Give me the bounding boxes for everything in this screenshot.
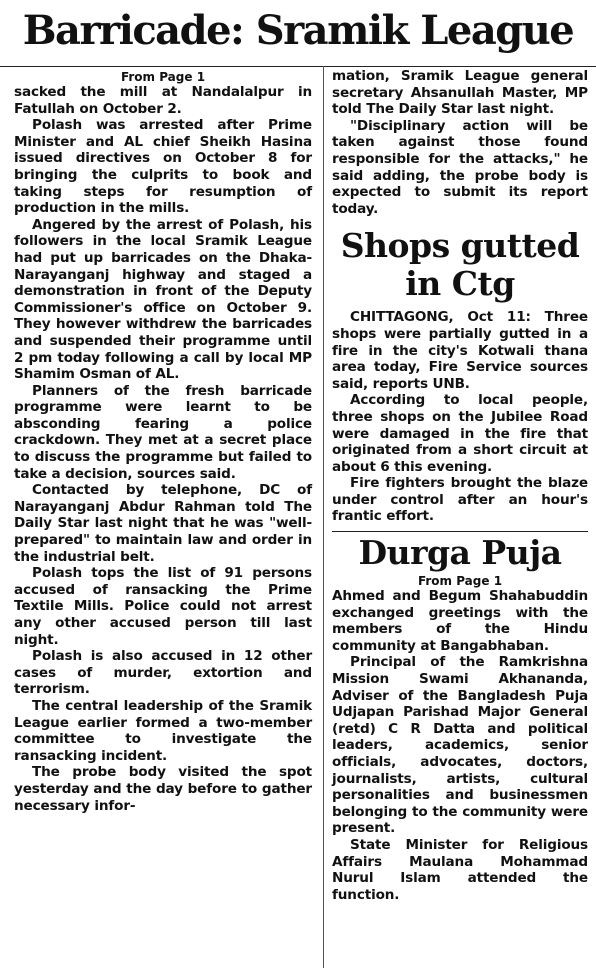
article-paragraph: Polash is also accused in 12 other cases of murder, extortion and terrorism. — [14, 648, 312, 698]
column-divider — [323, 66, 324, 968]
article-paragraph: Polash tops the list of 91 persons accused of ransacking the Prime Textile Mills. Police could not arrest any other accused person till last night. — [14, 565, 312, 648]
article-paragraph: sacked the mill at Nandalalpur in Fatullah on October 2. — [14, 84, 312, 117]
continuation-kicker: From Page 1 — [417, 574, 503, 589]
article-paragraph: The probe body visited the spot yesterday and the day before to gather necessary infor- — [14, 764, 312, 814]
article-paragraph: Polash was arrested after Prime Minister and AL chief Sheikh Hasina issued directives on October 8 for bringing the culprits to book and taking steps for resumption of production in the mills. — [14, 117, 312, 217]
article-paragraph: State Minister for Religious Affairs Maulana Mohammad Nurul Islam attended the function. — [332, 836, 588, 903]
section-rule — [332, 531, 588, 532]
article-paragraph: According to local people, three shops on the Jubilee Road were damaged in the fire that originated from a short circuit at about 6 this evening. — [332, 392, 588, 475]
article-paragraph: Contacted by telephone, DC of Narayanganj Abdur Rahman told The Daily Star last night that he was "well-prepared" to maintain law and order in the industrial belt. — [14, 482, 312, 565]
article-paragraph: Angered by the arrest of Polash, his followers in the local Sramik League had put up barricades on the Dhaka-Narayanganj highway and staged a demonstration in front of the Deputy Commissioner's office on October 9. They however withdrew the barricades and suspended their programme until 2 pm today following a call by local MP Shamim Osman of AL. — [14, 216, 312, 383]
article-paragraph: The central leadership of the Sramik League earlier formed a two-member committee to investigate the ransacking incident. — [14, 697, 312, 764]
article-paragraph: Planners of the fresh barricade programme were learnt to be absconding fearing a police crackdown. They met at a secret place to discuss the programme but failed to take a decision, sources said. — [14, 382, 312, 482]
durga-puja-headline: Durga Puja — [358, 533, 562, 573]
right-column — [332, 68, 588, 903]
left-column — [14, 68, 312, 814]
continuation-kicker: From Page 1 — [120, 70, 206, 84]
article-paragraph: Principal of the Ramkrishna Mission Swami Akhananda, Adviser of the Bangladesh Puja Udjapan Parishad Major General (retd) C R Datta and political leaders, academics, senior officials, advocates, doctors, journalists, artists, cultural personalities and businessmen belonging to the community were present. — [332, 654, 588, 837]
headline: Barricade: Sramik League — [22, 7, 574, 54]
article-paragraph: CHITTAGONG, Oct 11: Three shops were partially gutted in a fire in the city's Kotwali thana area today, Fire Service sources said, reports UNB. — [332, 309, 588, 392]
article-paragraph: Ahmed and Begum Shahabuddin exchanged greetings with the members of the Hindu community at Bangabhaban. — [332, 588, 588, 654]
article-paragraph: Fire fighters brought the blaze under control after an hour's frantic effort. — [332, 475, 588, 525]
shops-gutted-headline: Shops gutted in Ctg — [340, 226, 580, 304]
article-paragraph: mation, Sramik League general secretary Ahsanullah Master, MP told The Daily Star last night. — [332, 68, 588, 118]
article-paragraph: "Disciplinary action will be taken against those found responsible for the attacks," he said adding, the probe body is expected to submit its report today. — [332, 117, 588, 217]
headline-rule — [0, 66, 596, 67]
